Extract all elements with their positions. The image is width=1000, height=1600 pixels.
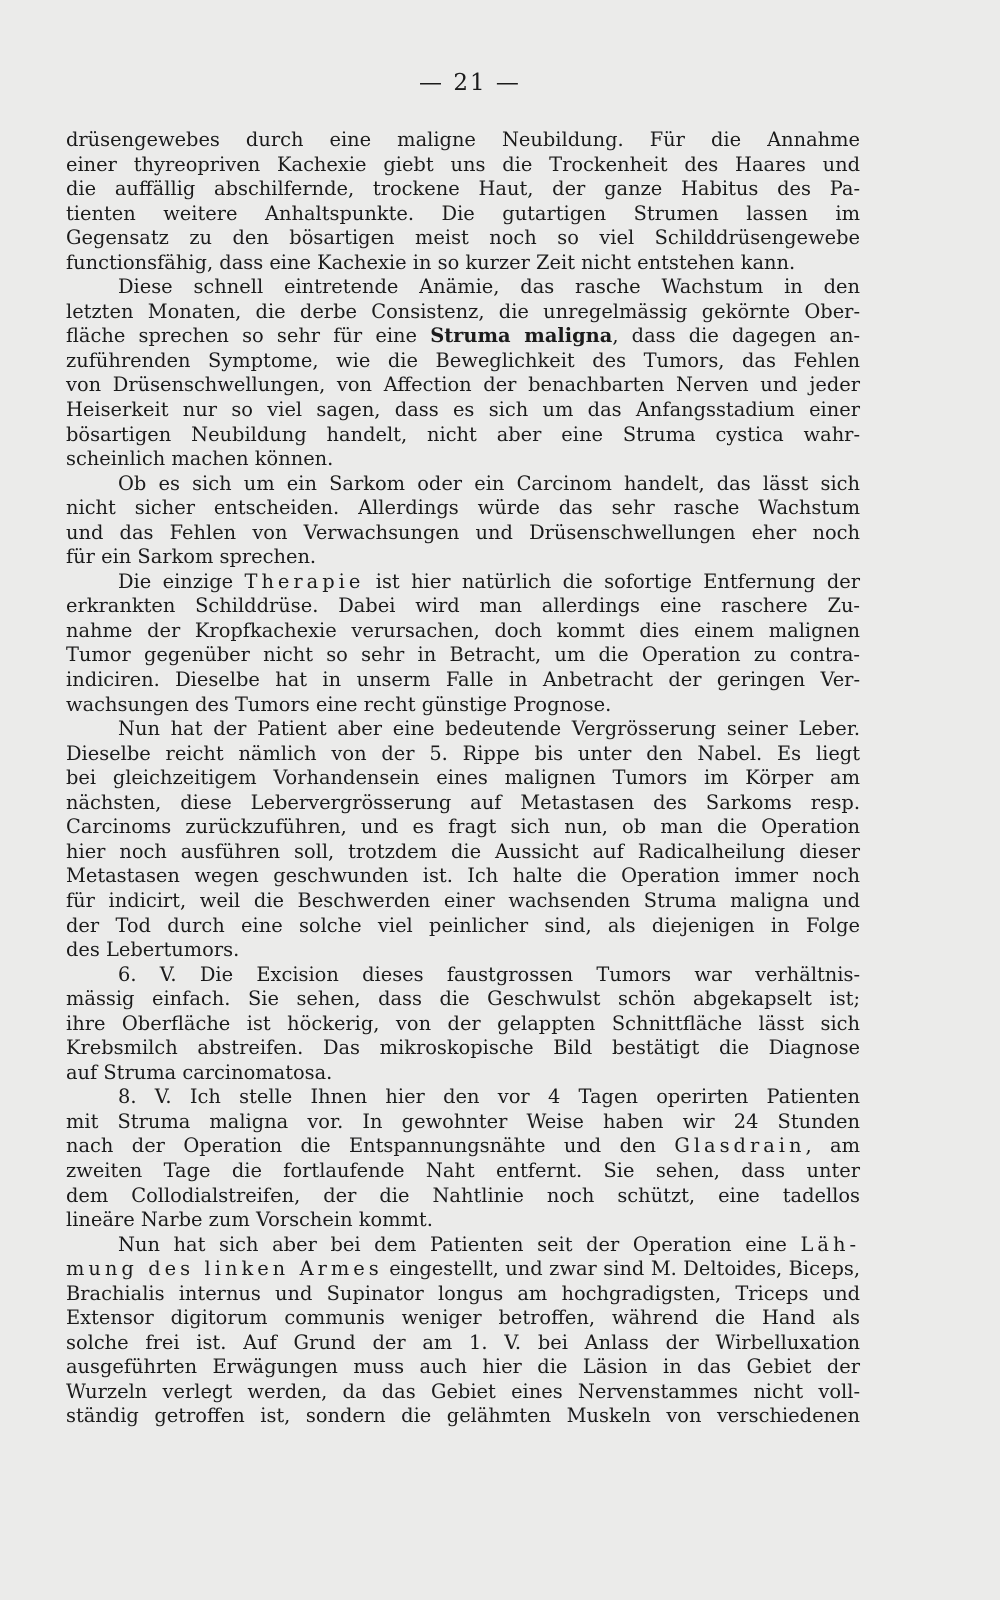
spaced-term: mung des linken Armes	[66, 1257, 383, 1281]
text-line: ausgeführten Erwägungen muss auch hier die Läsion in das Gebiet der	[66, 1355, 860, 1379]
text-line: Extensor digitorum communis weniger betroffen, während die Hand als	[66, 1306, 860, 1330]
text-line: nahme der Kropfkachexie verursachen, doch kommt dies einem malignen	[66, 618, 860, 642]
text-line: lineäre Narbe zum Vorschein kommt.	[66, 1208, 433, 1232]
text-line: Ob es sich um ein Sarkom oder ein Carcinom handelt, das lässt sich	[118, 471, 860, 495]
text-line: drüsengewebes durch eine maligne Neubildung. Für die Annahme	[66, 128, 860, 151]
text-line: Metastasen wegen geschwunden ist. Ich halte die Operation immer noch	[66, 864, 860, 888]
text-line: Brachialis internus und Supinator longus am hochgradigsten, Triceps und	[66, 1281, 860, 1305]
text-line: zuführenden Symptome, wie die Beweglichkeit des Tumors, das Fehlen	[66, 348, 860, 372]
text-line: zweiten Tage die fortlaufende Naht entfernt. Sie sehen, dass unter	[66, 1158, 860, 1182]
text-line: Nun hat der Patient aber eine bedeutende Vergrösserung seiner Leber.	[118, 717, 860, 741]
text-line: letzten Monaten, die derbe Consistenz, die unregelmässig gekörnte Ober-	[66, 299, 860, 323]
text-line: wachsungen des Tumors eine recht günstige Prognose.	[66, 692, 612, 716]
text-line: ihre Oberfläche ist höckerig, von der gelappten Schnittfläche lässt sich	[66, 1011, 860, 1035]
body-text	[66, 128, 860, 1429]
text-line: solche frei ist. Auf Grund der am 1. V. bei Anlass der Wirbelluxation	[66, 1330, 860, 1354]
text-line: Tumor gegenüber nicht so sehr in Betracht, um die Operation zu contra-	[66, 643, 860, 667]
text-line: Diese schnell eintretende Anämie, das rasche Wachstum in den	[118, 275, 860, 299]
spaced-term: Glasdrain	[674, 1134, 806, 1158]
text-line: 6. V. Die Excision dieses faustgrossen Tumors war verhältnis-	[118, 962, 860, 986]
text-segment: Nun hat sich aber bei dem Patienten seit der Operation eine	[118, 1232, 801, 1256]
text-line: indiciren. Dieselbe hat in unserm Falle in Anbetracht der geringen Ver-	[66, 668, 860, 692]
text-line: die auffällig abschilfernde, trockene Haut, der ganze Habitus des Pa-	[66, 177, 860, 201]
text-line: dem Collodialstreifen, der die Nahtlinie noch schützt, eine tadellos	[66, 1183, 860, 1207]
text-line: von Drüsenschwellungen, von Affection der benachbarten Nerven und jeder	[66, 373, 860, 397]
text-segment: eingestellt, und zwar sind M. Deltoides, Biceps,	[382, 1257, 860, 1281]
text-line: mit Struma maligna vor. In gewohnter Weise haben wir 24 Stunden	[66, 1109, 860, 1133]
text-line: Wurzeln verlegt werden, da das Gebiet eines Nervenstammes nicht voll-	[66, 1379, 860, 1403]
text-line: nächsten, diese Lebervergrösserung auf Metastasen des Sarkoms resp.	[66, 790, 860, 814]
text-line: Heiserkeit nur so viel sagen, dass es sich um das Anfangsstadium einer	[66, 398, 860, 422]
spaced-term: Läh-	[800, 1232, 860, 1256]
text-line	[66, 1233, 860, 1258]
text-line: der Tod durch eine solche viel peinlicher sind, als diejenigen in Folge	[66, 913, 860, 937]
text-line: 8. V. Ich stelle Ihnen hier den vor 4 Tagen operirten Patienten	[118, 1085, 860, 1109]
text-line: tienten weitere Anhaltspunkte. Die gutartigen Strumen lassen im	[66, 201, 860, 225]
page-number: — 21 —	[419, 70, 521, 96]
spaced-term: Therapie	[244, 569, 365, 593]
text-segment: Die einzige	[118, 569, 245, 593]
text-line: Krebsmilch abstreifen. Das mikroskopische Bild bestätigt die Diagnose	[66, 1036, 860, 1060]
text-segment: nach der Operation die Entspannungsnähte und den	[66, 1134, 675, 1158]
text-line: nicht sicher entscheiden. Allerdings würde das sehr rasche Wachstum	[66, 496, 860, 520]
text-line: Gegensatz zu den bösartigen meist noch so viel Schilddrüsengewebe	[66, 226, 860, 250]
text-line: ständig getroffen ist, sondern die gelähmten Muskeln von verschiedenen	[66, 1404, 860, 1428]
text-line: des Lebertumors.	[66, 938, 240, 962]
text-segment: , am	[805, 1134, 860, 1158]
text-line: bei gleichzeitigem Vorhandensein eines malignen Tumors im Körper am	[66, 766, 860, 790]
text-line	[66, 324, 860, 349]
text-line: scheinlich machen können.	[66, 447, 334, 471]
text-line: und das Fehlen von Verwachsungen und Drüsenschwellungen eher noch	[66, 520, 860, 544]
text-line: Dieselbe reicht nämlich von der 5. Rippe bis unter den Nabel. Es liegt	[66, 741, 860, 765]
text-line: für ein Sarkom sprechen.	[66, 545, 317, 569]
text-line: erkrankten Schilddrüse. Dabei wird man allerdings eine raschere Zu-	[66, 594, 860, 618]
text-line	[66, 1257, 860, 1282]
text-line: mässig einfach. Sie sehen, dass die Geschwulst schön abgekapselt ist;	[66, 987, 860, 1011]
text-line	[66, 570, 860, 595]
text-segment: ist hier natürlich die sofortige Entfernung der	[364, 569, 861, 593]
text-line: functionsfähig, dass eine Kachexie in so kurzer Zeit nicht entstehen kann.	[66, 250, 796, 274]
text-line: einer thyreopriven Kachexie giebt uns die Trockenheit des Haares und	[66, 152, 860, 176]
text-line: Carcinoms zurückzuführen, und es fragt sich nun, ob man die Operation	[66, 815, 860, 839]
text-line: für indicirt, weil die Beschwerden einer wachsenden Struma maligna und	[66, 888, 860, 912]
text-line	[66, 1134, 860, 1159]
bold-term: Struma maligna	[430, 324, 613, 348]
text-line: bösartigen Neubildung handelt, nicht aber eine Struma cystica wahr-	[66, 422, 860, 446]
text-segment: fläche sprechen so sehr für eine	[66, 324, 431, 348]
text-segment: , dass die dagegen an-	[612, 324, 861, 348]
text-line: auf Struma carcinomatosa.	[66, 1060, 333, 1084]
text-line: hier noch ausführen soll, trotzdem die Aussicht auf Radicalheilung dieser	[66, 839, 860, 863]
